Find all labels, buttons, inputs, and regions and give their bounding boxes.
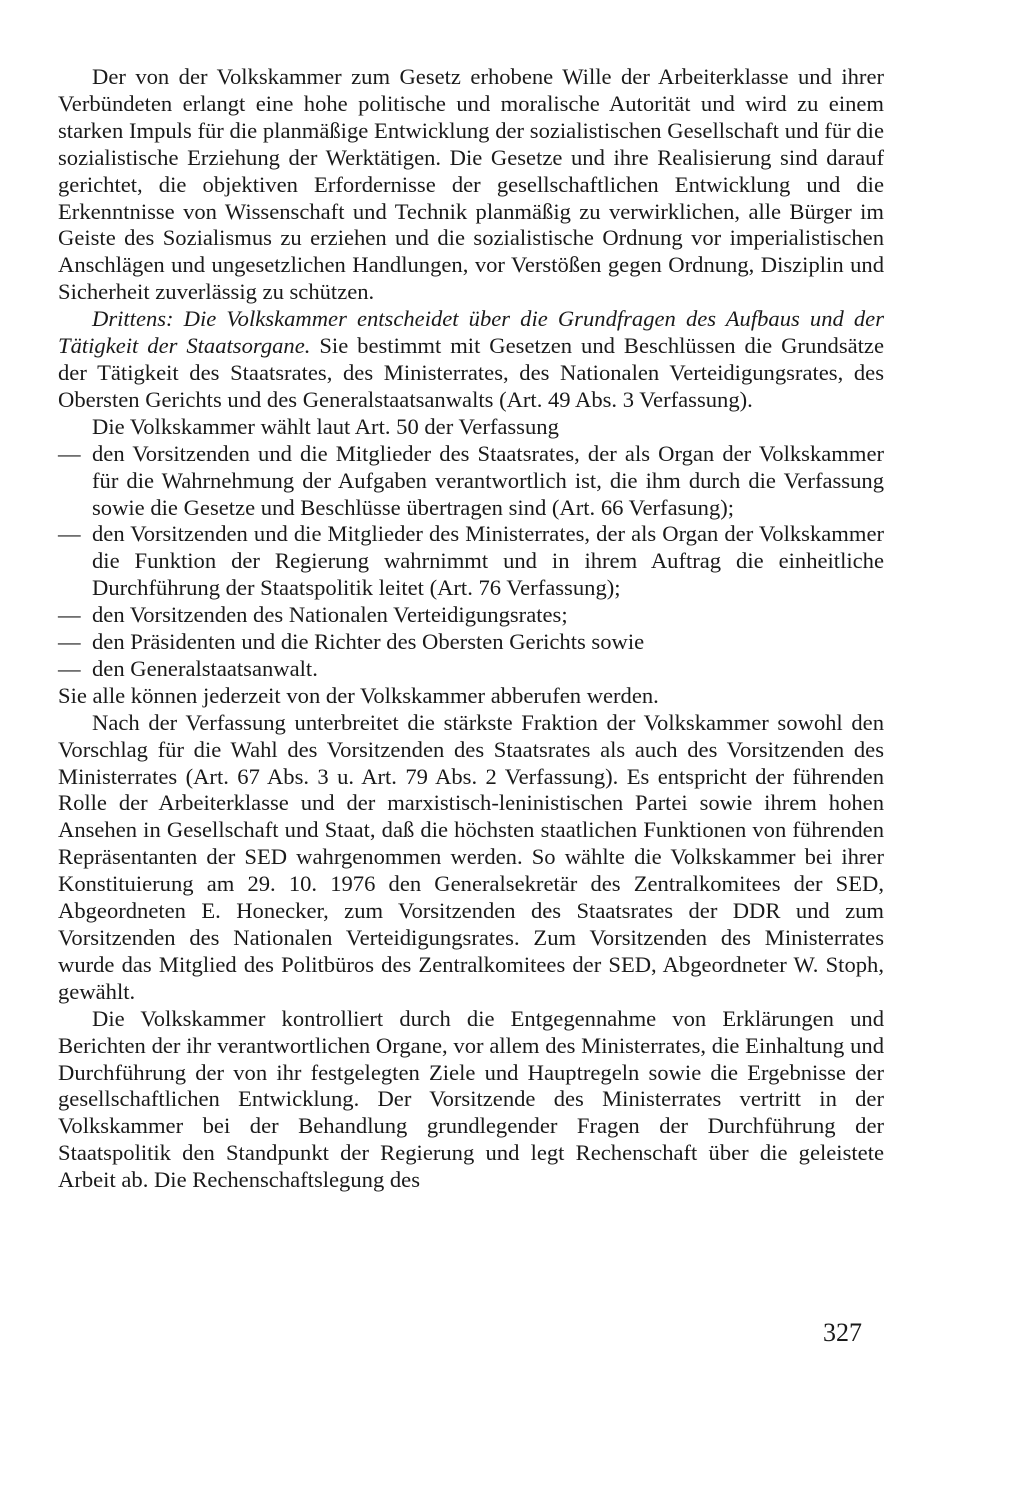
paragraph-verfassung-fraktion: Nach der Verfassung unterbreitet die stärkste Fraktion der Volkskammer sowohl den Vorschlag für die Wahl des Vorsitzenden des Staatsrates als auch des Vorsitzenden des Ministerrates (Art. 67 Abs. 3 u. Art. 79 Abs. 2 Verfassung). Es entspricht der führenden Rolle der Arbeiterklasse und der marxistisch-leninistischen Partei sowie ihrem hohen Ansehen in Gesellschaft und Staat, daß die höchsten staatlichen Funktionen von führenden Repräsentanten der SED wahrgenommen werden. So wählte die Volkskammer bei ihrer Konstituierung am 29. 10. 1976 den Generalsekretär des Zentralkomitees der SED, Abgeordneten E. Honecker, zum Vorsitzenden des Staatsrates der DDR und zum Vorsitzenden des Nationalen Verteidigungsrates. Zum Vorsitzenden des Ministerrates wurde das Mitglied des Politbüros des Zentralkomitees der SED, Abgeordneter W. Stoph, gewählt.: [58, 709, 884, 1004]
list-item-staatsrat: [58, 441, 884, 522]
list-item-text: den Vorsitzenden und die Mitglieder des Ministerrates, der als Organ der Volkskammer die Funktion der Regierung wahrnimmt und in ihrem Auftrag die einheitliche Durchführung der Staatspolitik leitet (Art. 76 Verfassung);: [92, 521, 884, 601]
list-item-text: den Präsidenten und die Richter des Obersten Gerichts sowie: [92, 629, 645, 655]
list-item-text: den Vorsitzenden des Nationalen Verteidigungsrates;: [92, 602, 568, 628]
list-dash: —: [58, 440, 81, 466]
drittens-text: Sie bestimmt mit Gesetzen und Beschlüssen die Grundsätze der Tätigkeit des Staatsrates, des Ministerrates, des Nationalen Verteidigungsrates, des Obersten Gerichts und des Generalstaatsanwalts (Art. 49 Abs. 3 Verfassung).: [58, 333, 884, 412]
list-item-verteidigungsrat: [58, 602, 884, 629]
paragraph-gesetz-wille: Der von der Volkskammer zum Gesetz erhobene Wille der Arbeiterklasse und ihrer Verbündeten erlangt eine hohe politische und moralische Autorität und wird zu einem starken Impuls für die planmäßige Entwicklung der sozialistischen Gesellschaft und für die sozialistische Erziehung der Werktätigen. Die Gesetze und ihre Realisierung sind darauf gerichtet, die objektiven Erfordernisse der gesellschaftlichen Entwicklung und die Erkenntnisse von Wissenschaft und Technik planmäßig zu verwirklichen, alle Bürger im Geiste des Sozialismus zu erziehen und die sozialistische Ordnung vor imperialistischen Anschlägen und ungesetzlichen Handlungen, vor Verstößen gegen Ordnung, Disziplin und Sicherheit zuverlässig zu schützen.: [58, 64, 884, 305]
list-dash: —: [58, 521, 81, 547]
list-item-text: den Generalstaatsanwalt.: [92, 655, 318, 681]
list-item-oberstes-gericht: [58, 629, 884, 656]
list-item-text: den Vorsitzenden und die Mitglieder des Staatsrates, der als Organ der Volkskammer für die Wahrnehmung der Aufgaben verantwortlich ist, die ihm durch die Verfassung sowie die Gesetze und Beschlüsse übertragen sind (Art. 66 Verfasung);: [92, 440, 884, 520]
page-number: 327: [823, 1318, 862, 1347]
drittens-heading-italic: Drittens: Die Volkskammer entscheidet über die Grundfragen des Aufbaus und der Tätigkeit der Staatsorgane.: [58, 306, 884, 359]
list-dash: —: [58, 629, 81, 655]
paragraph-abberufung: Sie alle können jederzeit von der Volkskammer abberufen werden.: [58, 682, 659, 708]
list-item-ministerrat: [58, 521, 884, 602]
election-list: [58, 441, 884, 683]
paragraph-kontrolle: Die Volkskammer kontrolliert durch die Entgegennahme von Erklärungen und Berichten der ihr verantwortlichen Organe, vor allem des Ministerrates, die Einhaltung und Durchführung der von ihr festgelegten Ziele und Hauptregeln sowie die Ergebnisse der gesellschaftlichen Entwicklung. Der Vorsitzende des Ministerrates vertritt in der Volkskammer bei der Behandlung grundlegender Fragen der Durchführung der Staatspolitik den Standpunkt der Regierung und legt Rechenschaft über die geleistete Arbeit ab. Die Rechenschaftslegung des: [58, 1005, 884, 1193]
list-dash: —: [58, 602, 81, 628]
paragraph-drittens: [58, 306, 884, 414]
page-body: [58, 64, 884, 1194]
paragraph-wahl-intro: Die Volkskammer wählt laut Art. 50 der Verfassung: [92, 413, 559, 439]
list-item-generalstaatsanwalt: [58, 656, 884, 683]
list-dash: —: [58, 655, 81, 681]
